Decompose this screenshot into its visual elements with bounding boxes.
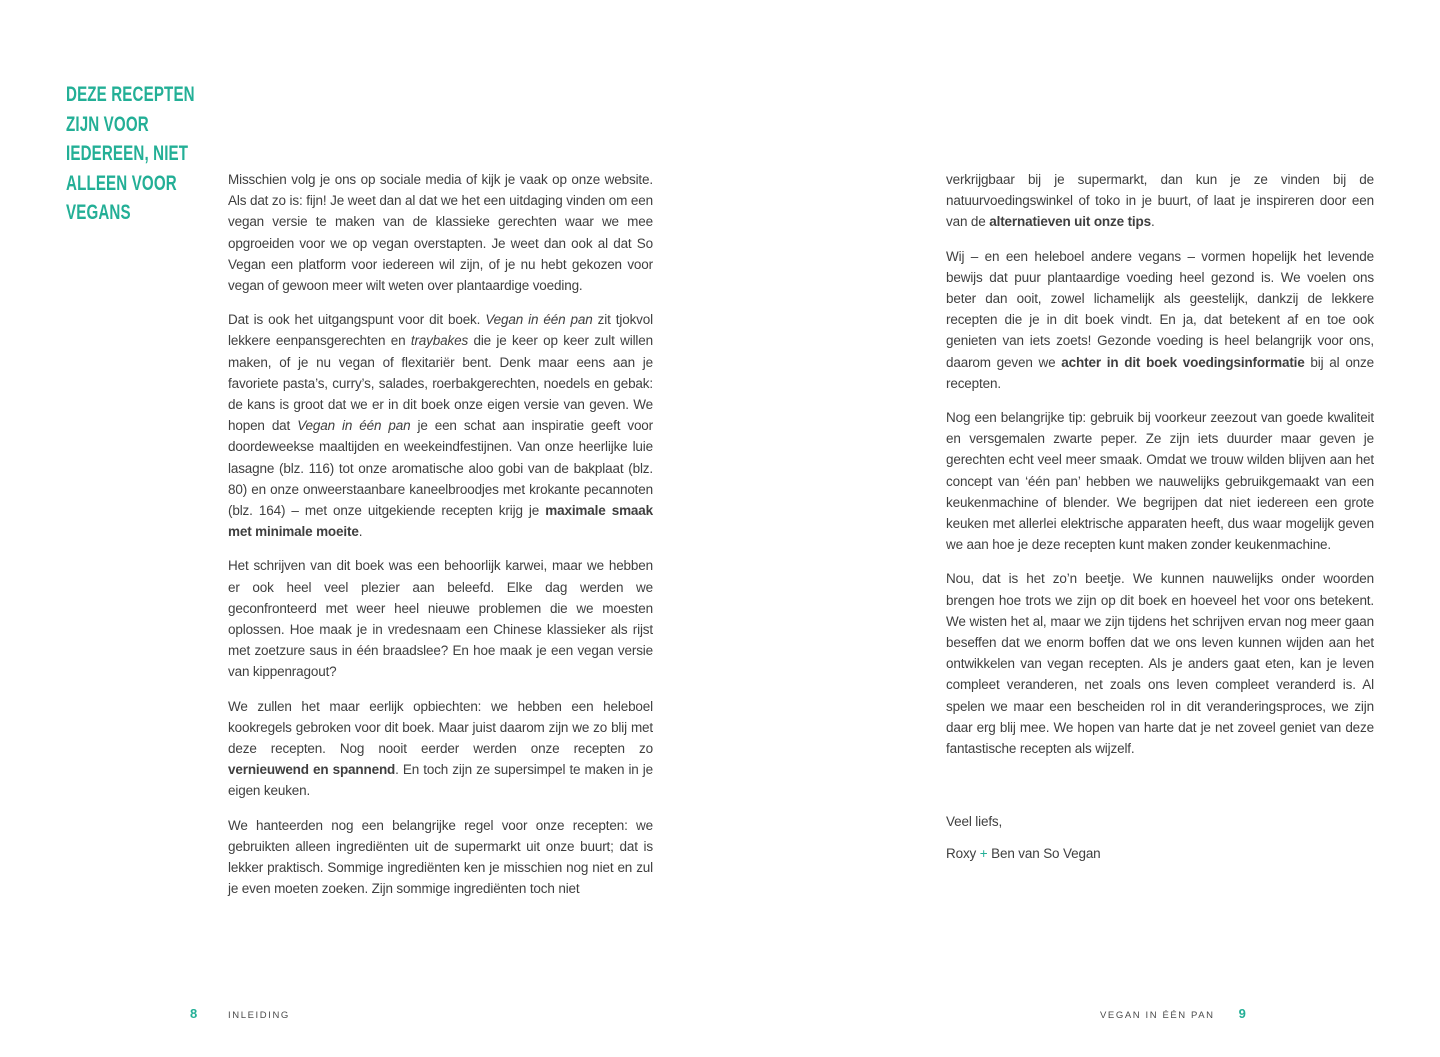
paragraph — [946, 407, 1374, 555]
text-run: . En toch zijn ze supersimpel te maken in je eigen keuken. — [228, 762, 653, 799]
left-page-text-column — [228, 169, 653, 900]
text-run: je een schat aan inspiratie geeft voor doordeweekse maaltijden en weekeindfestijnen. Van onze heerlijke luie lasagne (blz. 116) tot onze aromatische aloo gobi van de bakplaat (blz. 80) en onze onweerstaanbare kaneelbroodjes met krokante pecannoten (blz. 164) – met onze uitgekiende recepten krijg je — [228, 418, 654, 519]
section-heading — [66, 80, 245, 228]
left-page-footer — [190, 1005, 290, 1023]
right-page-paragraphs — [946, 169, 1374, 759]
text-run: die je keer op keer zult willen maken, of je nu vegan of flexitariër bent. Denk maar eens aan je favoriete pasta’s, curry’s, salades, roerbakgerechten, noedels en gebak: de kans is groot dat we er in dit boek onze eigen versie van geven. We hopen dat — [228, 333, 653, 434]
footer-label-right: VEGAN IN ÉÉN PAN — [1100, 1010, 1215, 1021]
text-run: Ben van So Vegan — [987, 846, 1101, 862]
signoff-greeting: Veel liefs, — [946, 814, 1003, 830]
text-run: Misschien volg je ons op sociale media of kijk je vaak op onze website. Als dat zo is: fijn! Je weet dan al dat we het een uitdaging vinden om een vegan versie te maken van de klassieke gerechten waar we mee opgroeiden voor we op vegan overstapten. Je weet dan ook al dat So Vegan een platform voor iedereen wil zijn, of je nu hebt gekozen voor vegan of gewoon meer wilt weten over plantaardige voeding. — [228, 172, 653, 294]
paragraph — [228, 555, 653, 682]
text-run: Roxy — [946, 846, 980, 862]
heading-line: DEZE RECEPTEN — [66, 83, 195, 106]
footer-label-left: INLEIDING — [228, 1010, 290, 1021]
signoff-names — [946, 843, 1374, 864]
heading-line: IEDEREEN, NIET — [66, 142, 189, 165]
text-run: Dat is ook het uitgangspunt voor dit boek. — [228, 312, 486, 328]
signoff — [946, 811, 1374, 864]
text-run: zit tjokvol lekkere eenpansgerechten en — [228, 312, 653, 349]
text-run-b: alternatieven uit onze tips — [989, 214, 1151, 230]
heading-line: VEGANS — [66, 201, 131, 224]
text-run-i: Vegan in één pan — [297, 418, 411, 434]
text-run-accent: + — [979, 846, 988, 862]
paragraph — [946, 246, 1374, 394]
paragraph — [228, 169, 653, 296]
text-run-b: maximale smaak met minimale moeite — [228, 503, 653, 540]
text-run-b: vernieuwend en spannend — [228, 762, 396, 778]
paragraph — [946, 169, 1374, 233]
text-run: Nog een belangrijke tip: gebruik bij voorkeur zeezout van goede kwaliteit en versgemalen zwarte peper. Ze zijn iets duurder maar geven je gerechten echt veel meer smaak. Omdat we trouw wilden blijven aan het concept van ‘één pan’ hebben we nauwelijks gebruikgemaakt van een keukenmachine of blender. We begrijpen dat niet iedereen een grote keuken met allerlei elektrische apparaten heeft, dus waar mogelijk geven we aan hoe je deze recepten kunt maken zonder keukenmachine. — [946, 410, 1374, 553]
right-page-footer — [1100, 1005, 1246, 1023]
text-run: Nou, dat is het zo’n beetje. We kunnen nauwelijks onder woorden brengen hoe trots we zijn op dit boek en hoeveel het voor ons betekent. We wisten het al, maar we zijn tijdens het schrijven ervan nog meer gaan beseffen dat we enorm boffen dat we ons leven kunnen wijden aan het ontwikkelen van vegan recepten. Als je anders gaat eten, kan je leven compleet veranderen, net zoals ons leven compleet veranderd is. Al spelen we maar een bescheiden rol in dit veranderingsproces, we zijn daar erg blij mee. We hopen van harte dat je net zoveel geniet van deze fantastische recepten als wijzelf. — [946, 571, 1374, 757]
right-page-text-column — [946, 169, 1374, 876]
text-run: . — [1150, 214, 1155, 230]
heading-line: ZIJN VOOR — [66, 112, 149, 136]
text-run-i: Vegan in één pan — [485, 312, 593, 328]
paragraph — [228, 696, 653, 802]
paragraph — [946, 568, 1374, 759]
heading-line: ALLEEN VOOR — [66, 171, 177, 195]
page-number-right: 9 — [1238, 1006, 1246, 1021]
text-run: We zullen het maar eerlijk opbiechten: we hebben een heleboel kookregels gebroken voor dit boek. Maar juist daarom zijn we zo blij met deze recepten. Nog nooit eerder werden onze recepten zo — [228, 698, 653, 757]
text-run: Wij – en een heleboel andere vegans – vormen hopelijk het levende bewijs dat puur plantaardige voeding heel gezond is. We voelen ons beter dan ooit, zowel lichamelijk als geestelijk, dankzij de lekkere recepten die je in dit boek vindt. En ja, dat betekent af en toe ook genieten van iets zoets! Gezonde voeding is heel belangrijk voor ons, daarom geven we — [946, 248, 1374, 370]
text-run: bij al onze recepten. — [946, 354, 1374, 391]
text-run-i: traybakes — [410, 333, 469, 349]
text-run: We hanteerden nog een belangrijke regel voor onze recepten: we gebruikten alleen ingrediënten uit de supermarkt uit onze buurt; dat is lekker praktisch. Sommige ingrediënten ken je misschien nog niet en zul je even moeten zoeken. Zijn sommige ingrediënten toch niet — [228, 817, 653, 897]
text-run-b: achter in dit boek voedingsinformatie — [1061, 354, 1305, 370]
paragraph — [228, 309, 653, 542]
text-run: verkrijgbaar bij je supermarkt, dan kun je ze vinden bij de natuurvoedingswinkel of toko in je buurt, of laat je inspireren door een van de — [946, 172, 1374, 230]
text-run: . — [358, 524, 363, 540]
text-run: Het schrijven van dit boek was een behoorlijk karwei, maar we hebben er ook heel veel plezier aan beleefd. Elke dag werden we geconfronteerd met weer heel nieuwe problemen die we moesten oplossen. Hoe maak je in vredesnaam een Chinese klassieker als rijst met zoetzure saus in één braadslee? En hoe maak je een vegan versie van kippenragout? — [228, 558, 653, 680]
paragraph — [228, 815, 653, 900]
page-number-left: 8 — [190, 1006, 198, 1021]
